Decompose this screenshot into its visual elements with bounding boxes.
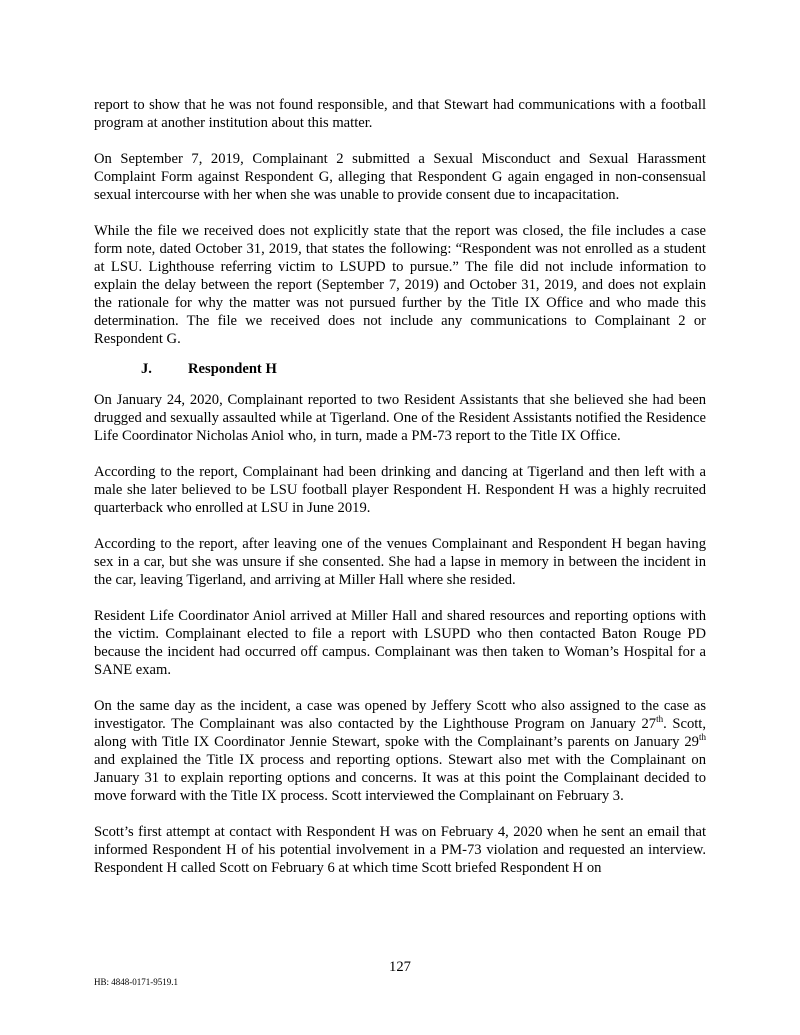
paragraph-car-incident: According to the report, after leaving one of the venues Complainant and Respondent H began having sex in a car, but she was unsure if she consented. She had a lapse in memory in between the incident in the car, leaving Tigerland, and arriving at Miller Hall where she resided.	[94, 536, 706, 588]
section-title: Respondent H	[188, 361, 277, 377]
paragraph-stewart-communications: report to show that he was not found responsible, and that Stewart had communications with a football program at another institution about this matter.	[94, 97, 706, 131]
section-heading-respondent-h	[94, 360, 706, 378]
paragraph-case-form-note: While the file we received does not explicitly state that the report was closed, the file includes a case form note, dated October 31, 2019, that states the following: “Respondent was not enrolled as a student at LSU. Lighthouse referring victim to LSUPD to pursue.” The file did not include information to explain the delay between the report (September 7, 2019) and October 31, 2019, and does not explain the rationale for why the matter was not pursued further by the Title IX Office and who made this determination. The file we received does not include any communications to Complainant 2 or Respondent G.	[94, 223, 706, 347]
investigation-text-part-1: On the same day as the incident, a case was opened by Jeffery Scott who also assigned to the case as investigator. The Complainant was also contacted by the Lighthouse Program on January 27	[94, 698, 706, 732]
paragraph-first-contact: Scott’s first attempt at contact with Respondent H was on February 4, 2020 when he sent an email that informed Respondent H of his potential involvement in a PM-73 violation and requested an interview. Respondent H called Scott on February 6 at which time Scott briefed Respondent H on	[94, 824, 706, 876]
document-body	[94, 96, 706, 895]
paragraph-complainant-2-form: On September 7, 2019, Complainant 2 submitted a Sexual Misconduct and Sexual Harassment Complaint Form against Respondent G, alleging that Respondent G again engaged in non-consensual sexual intercourse with her when she was unable to provide consent due to incapacitation.	[94, 151, 706, 203]
paragraph-investigation-opened	[94, 697, 706, 805]
investigation-text-part-2: . Scott, along with Title IX Coordinator Jennie Stewart, spoke with the Complainant’s parents on January 29	[94, 716, 706, 750]
superscript-ordinal-29: th	[698, 732, 706, 743]
section-letter: J.	[141, 361, 152, 377]
investigation-text-part-3: and explained the Title IX process and reporting options. Stewart also met with the Complainant on January 31 to explain reporting options and concerns. It was at this point the Complainant decided to move forward with the Title IX process. Scott interviewed the Complainant on February 3.	[94, 752, 706, 804]
superscript-ordinal-27: th	[656, 714, 664, 725]
paragraph-january-24-report: On January 24, 2020, Complainant reported to two Resident Assistants that she believed she had been drugged and sexually assaulted while at Tigerland. One of the Resident Assistants notified the Residence Life Coordinator Nicholas Aniol who, in turn, made a PM-73 report to the Title IX Office.	[94, 392, 706, 444]
page-number: 127	[389, 959, 411, 975]
paragraph-tigerland-report: According to the report, Complainant had been drinking and dancing at Tigerland and then left with a male she later believed to be LSU football player Respondent H. Respondent H was a highly recruited quarterback who enrolled at LSU in June 2019.	[94, 464, 706, 516]
footer-document-id: HB: 4848-0171-9519.1	[94, 977, 178, 987]
paragraph-aniol-response: Resident Life Coordinator Aniol arrived at Miller Hall and shared resources and reporting options with the victim. Complainant elected to file a report with LSUPD who then contacted Baton Rouge PD because the incident had occurred off campus. Complainant was then taken to Woman’s Hospital for a SANE exam.	[94, 608, 706, 678]
